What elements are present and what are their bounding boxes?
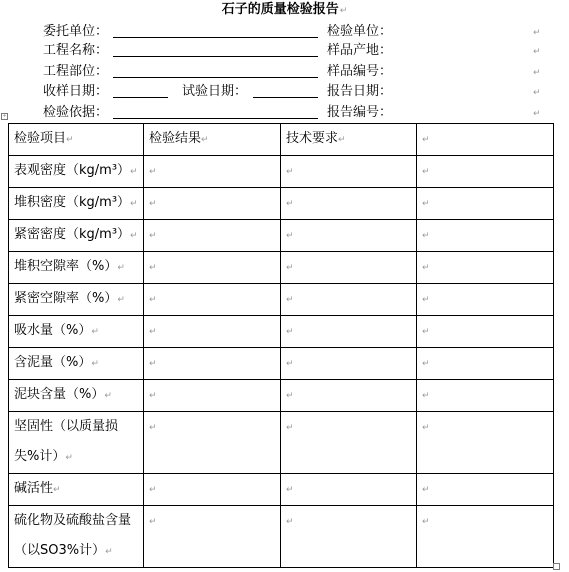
paragraph-mark-icon: ↵ bbox=[422, 327, 430, 337]
requirement-cell[interactable] bbox=[281, 284, 417, 316]
table-row bbox=[9, 252, 554, 284]
extra-cell[interactable] bbox=[417, 188, 554, 220]
sample-no-label: 样品编号： bbox=[327, 64, 393, 79]
paragraph-mark-icon: ↵ bbox=[104, 391, 112, 401]
table-row bbox=[9, 284, 554, 316]
paragraph-mark-icon: ↵ bbox=[201, 135, 209, 145]
item-label: 泥块含量（%） bbox=[14, 387, 105, 402]
entrust-unit-label: 委托单位： bbox=[43, 24, 109, 39]
result-cell[interactable] bbox=[144, 220, 281, 252]
inspect-unit-label: 检验单位： bbox=[327, 24, 393, 39]
table-row bbox=[9, 348, 554, 380]
item-label: 吸水量（%） bbox=[14, 323, 92, 338]
header-line-5 bbox=[0, 103, 569, 123]
basis-field[interactable] bbox=[113, 105, 318, 119]
project-dept-field[interactable] bbox=[113, 64, 318, 78]
paragraph-mark-icon: ↵ bbox=[130, 199, 138, 209]
paragraph-mark-icon: ↵ bbox=[117, 295, 125, 305]
receive-date-field[interactable] bbox=[113, 84, 168, 98]
paragraph-mark-icon: ↵ bbox=[422, 517, 430, 527]
paragraph-mark-icon: ↵ bbox=[286, 199, 294, 209]
paragraph-mark-icon: ↵ bbox=[422, 167, 430, 177]
paragraph-mark-icon: ↵ bbox=[422, 135, 430, 145]
result-cell[interactable] bbox=[144, 348, 281, 380]
item-label: 硫化物及硫酸盐含量（以SO3%计） bbox=[14, 513, 132, 558]
receive-date-label: 收样日期： bbox=[43, 84, 109, 99]
paragraph-mark-icon: ↵ bbox=[286, 263, 294, 273]
header-cell-label: 检验结果 bbox=[149, 131, 202, 146]
paragraph-mark-icon: ↵ bbox=[149, 517, 157, 527]
paragraph-mark-icon: ↵ bbox=[286, 391, 294, 401]
paragraph-mark-icon: ↵ bbox=[533, 28, 541, 38]
requirement-cell[interactable] bbox=[281, 348, 417, 380]
test-date-field[interactable] bbox=[253, 84, 318, 98]
paragraph-mark-icon: ↵ bbox=[422, 231, 430, 241]
result-cell[interactable] bbox=[144, 252, 281, 284]
item-label: 碱活性 bbox=[14, 481, 54, 496]
item-cell[interactable] bbox=[9, 316, 144, 348]
result-cell[interactable] bbox=[144, 156, 281, 188]
paragraph-mark-icon: ↵ bbox=[286, 359, 294, 369]
requirement-cell[interactable] bbox=[281, 412, 417, 474]
item-label: 堆积密度（kg/m³） bbox=[14, 195, 131, 210]
header-cell[interactable] bbox=[281, 124, 417, 156]
paragraph-mark-icon: ↵ bbox=[533, 68, 541, 78]
result-cell[interactable] bbox=[144, 188, 281, 220]
sample-origin-label: 样品产地： bbox=[327, 43, 393, 58]
paragraph-mark-icon: ↵ bbox=[53, 485, 61, 495]
paragraph-mark-icon: ↵ bbox=[149, 423, 157, 433]
extra-cell[interactable] bbox=[417, 348, 554, 380]
item-cell[interactable] bbox=[9, 506, 144, 568]
paragraph-mark-icon: ↵ bbox=[286, 485, 294, 495]
header-cell-label: 检验项目 bbox=[14, 131, 67, 146]
paragraph-mark-icon: ↵ bbox=[422, 199, 430, 209]
table-row bbox=[9, 506, 554, 568]
item-cell[interactable] bbox=[9, 412, 144, 474]
paragraph-mark-icon: ↵ bbox=[286, 295, 294, 305]
requirement-cell[interactable] bbox=[281, 252, 417, 284]
paragraph-mark-icon: ↵ bbox=[130, 231, 138, 241]
report-no-label: 报告编号： bbox=[327, 105, 393, 120]
item-label: 紧密空隙率（%） bbox=[14, 291, 118, 306]
requirement-cell[interactable] bbox=[281, 188, 417, 220]
project-name-label: 工程名称： bbox=[43, 43, 109, 58]
paragraph-mark-icon: ↵ bbox=[286, 167, 294, 177]
paragraph-mark-icon: ↵ bbox=[422, 295, 430, 305]
report-date-label: 报告日期： bbox=[327, 84, 393, 99]
table-row bbox=[9, 188, 554, 220]
extra-cell[interactable] bbox=[417, 380, 554, 412]
extra-cell[interactable] bbox=[417, 156, 554, 188]
paragraph-mark-icon: ↵ bbox=[533, 88, 541, 98]
table-row bbox=[9, 156, 554, 188]
item-cell[interactable] bbox=[9, 220, 144, 252]
table-row bbox=[9, 412, 554, 474]
table-row bbox=[9, 316, 554, 348]
item-cell[interactable] bbox=[9, 474, 144, 506]
paragraph-mark-icon: ↵ bbox=[533, 47, 541, 57]
extra-cell[interactable] bbox=[417, 506, 554, 568]
paragraph-mark-icon: ↵ bbox=[149, 167, 157, 177]
item-label: 堆积空隙率（%） bbox=[14, 259, 118, 274]
item-cell[interactable] bbox=[9, 188, 144, 220]
header-cell[interactable] bbox=[144, 124, 281, 156]
basis-label: 检验依据： bbox=[43, 105, 109, 120]
paragraph-mark-icon: ↵ bbox=[149, 231, 157, 241]
requirement-cell[interactable] bbox=[281, 474, 417, 506]
paragraph-mark-icon: ↵ bbox=[338, 135, 346, 145]
item-cell[interactable] bbox=[9, 348, 144, 380]
extra-cell[interactable] bbox=[417, 412, 554, 474]
requirement-cell[interactable] bbox=[281, 380, 417, 412]
inspection-table bbox=[8, 123, 554, 568]
paragraph-mark-icon: ↵ bbox=[149, 295, 157, 305]
extra-cell[interactable] bbox=[417, 316, 554, 348]
paragraph-mark-icon: ↵ bbox=[422, 263, 430, 273]
paragraph-mark-icon: ↵ bbox=[149, 391, 157, 401]
entrust-unit-field[interactable] bbox=[113, 24, 318, 38]
item-cell[interactable] bbox=[9, 252, 144, 284]
paragraph-mark-icon: ↵ bbox=[149, 327, 157, 337]
header-cell[interactable] bbox=[417, 124, 554, 156]
paragraph-mark-icon: ↵ bbox=[422, 485, 430, 495]
extra-cell[interactable] bbox=[417, 252, 554, 284]
header-line-1 bbox=[0, 22, 569, 42]
requirement-cell[interactable] bbox=[281, 156, 417, 188]
extra-cell[interactable] bbox=[417, 474, 554, 506]
item-label: 坚固性（以质量损失%计） bbox=[14, 419, 119, 464]
paragraph-mark-icon: ↵ bbox=[533, 109, 541, 119]
paragraph-mark-icon: ↵ bbox=[117, 263, 125, 273]
paragraph-mark-icon: ↵ bbox=[422, 391, 430, 401]
end-of-cell-icon bbox=[553, 563, 560, 570]
paragraph-mark-icon: ↵ bbox=[422, 359, 430, 369]
result-cell[interactable] bbox=[144, 380, 281, 412]
paragraph-mark-icon: ↵ bbox=[91, 327, 99, 337]
project-name-field[interactable] bbox=[113, 43, 318, 57]
result-cell[interactable] bbox=[144, 474, 281, 506]
header-line-2 bbox=[0, 41, 569, 61]
paragraph-mark-icon: ↵ bbox=[130, 167, 138, 177]
header-cell-label: 技术要求 bbox=[286, 131, 339, 146]
report-title: 石子的质量检验报告↵ bbox=[221, 2, 348, 17]
table-row bbox=[9, 220, 554, 252]
table-row bbox=[9, 474, 554, 506]
header-line-3 bbox=[0, 62, 569, 82]
paragraph-mark-icon: ↵ bbox=[286, 517, 294, 527]
paragraph-mark-icon: ↵ bbox=[149, 485, 157, 495]
requirement-cell[interactable] bbox=[281, 220, 417, 252]
result-cell[interactable] bbox=[144, 412, 281, 474]
header-cell[interactable] bbox=[9, 124, 144, 156]
extra-cell[interactable] bbox=[417, 284, 554, 316]
paragraph-mark-icon: ↵ bbox=[105, 547, 113, 557]
item-cell[interactable] bbox=[9, 156, 144, 188]
table-row bbox=[9, 380, 554, 412]
paragraph-mark-icon: ↵ bbox=[65, 453, 73, 463]
result-cell[interactable] bbox=[144, 316, 281, 348]
project-dept-label: 工程部位： bbox=[43, 64, 109, 79]
paragraph-mark-icon: ↵ bbox=[286, 423, 294, 433]
test-date-label: 试验日期： bbox=[182, 84, 248, 99]
paragraph-mark-icon: ↵ bbox=[149, 199, 157, 209]
paragraph-mark-icon: ↵ bbox=[149, 359, 157, 369]
paragraph-mark-icon: ↵ bbox=[422, 423, 430, 433]
table-header-row bbox=[9, 124, 554, 156]
paragraph-mark-icon: ↵ bbox=[149, 263, 157, 273]
requirement-cell[interactable] bbox=[281, 316, 417, 348]
paragraph-mark-icon: ↵ bbox=[91, 359, 99, 369]
item-label: 表观密度（kg/m³） bbox=[14, 163, 131, 178]
requirement-cell[interactable] bbox=[281, 506, 417, 568]
item-cell[interactable] bbox=[9, 284, 144, 316]
paragraph-mark-icon: ↵ bbox=[339, 6, 348, 16]
result-cell[interactable] bbox=[144, 506, 281, 568]
paragraph-mark-icon: ↵ bbox=[286, 327, 294, 337]
header-line-4 bbox=[0, 82, 569, 102]
item-label: 含泥量（%） bbox=[14, 355, 92, 370]
extra-cell[interactable] bbox=[417, 220, 554, 252]
paragraph-mark-icon: ↵ bbox=[286, 231, 294, 241]
result-cell[interactable] bbox=[144, 284, 281, 316]
table-anchor-icon[interactable]: + bbox=[2, 113, 7, 119]
item-cell[interactable] bbox=[9, 380, 144, 412]
item-label: 紧密密度（kg/m³） bbox=[14, 227, 131, 242]
paragraph-mark-icon: ↵ bbox=[66, 135, 74, 145]
